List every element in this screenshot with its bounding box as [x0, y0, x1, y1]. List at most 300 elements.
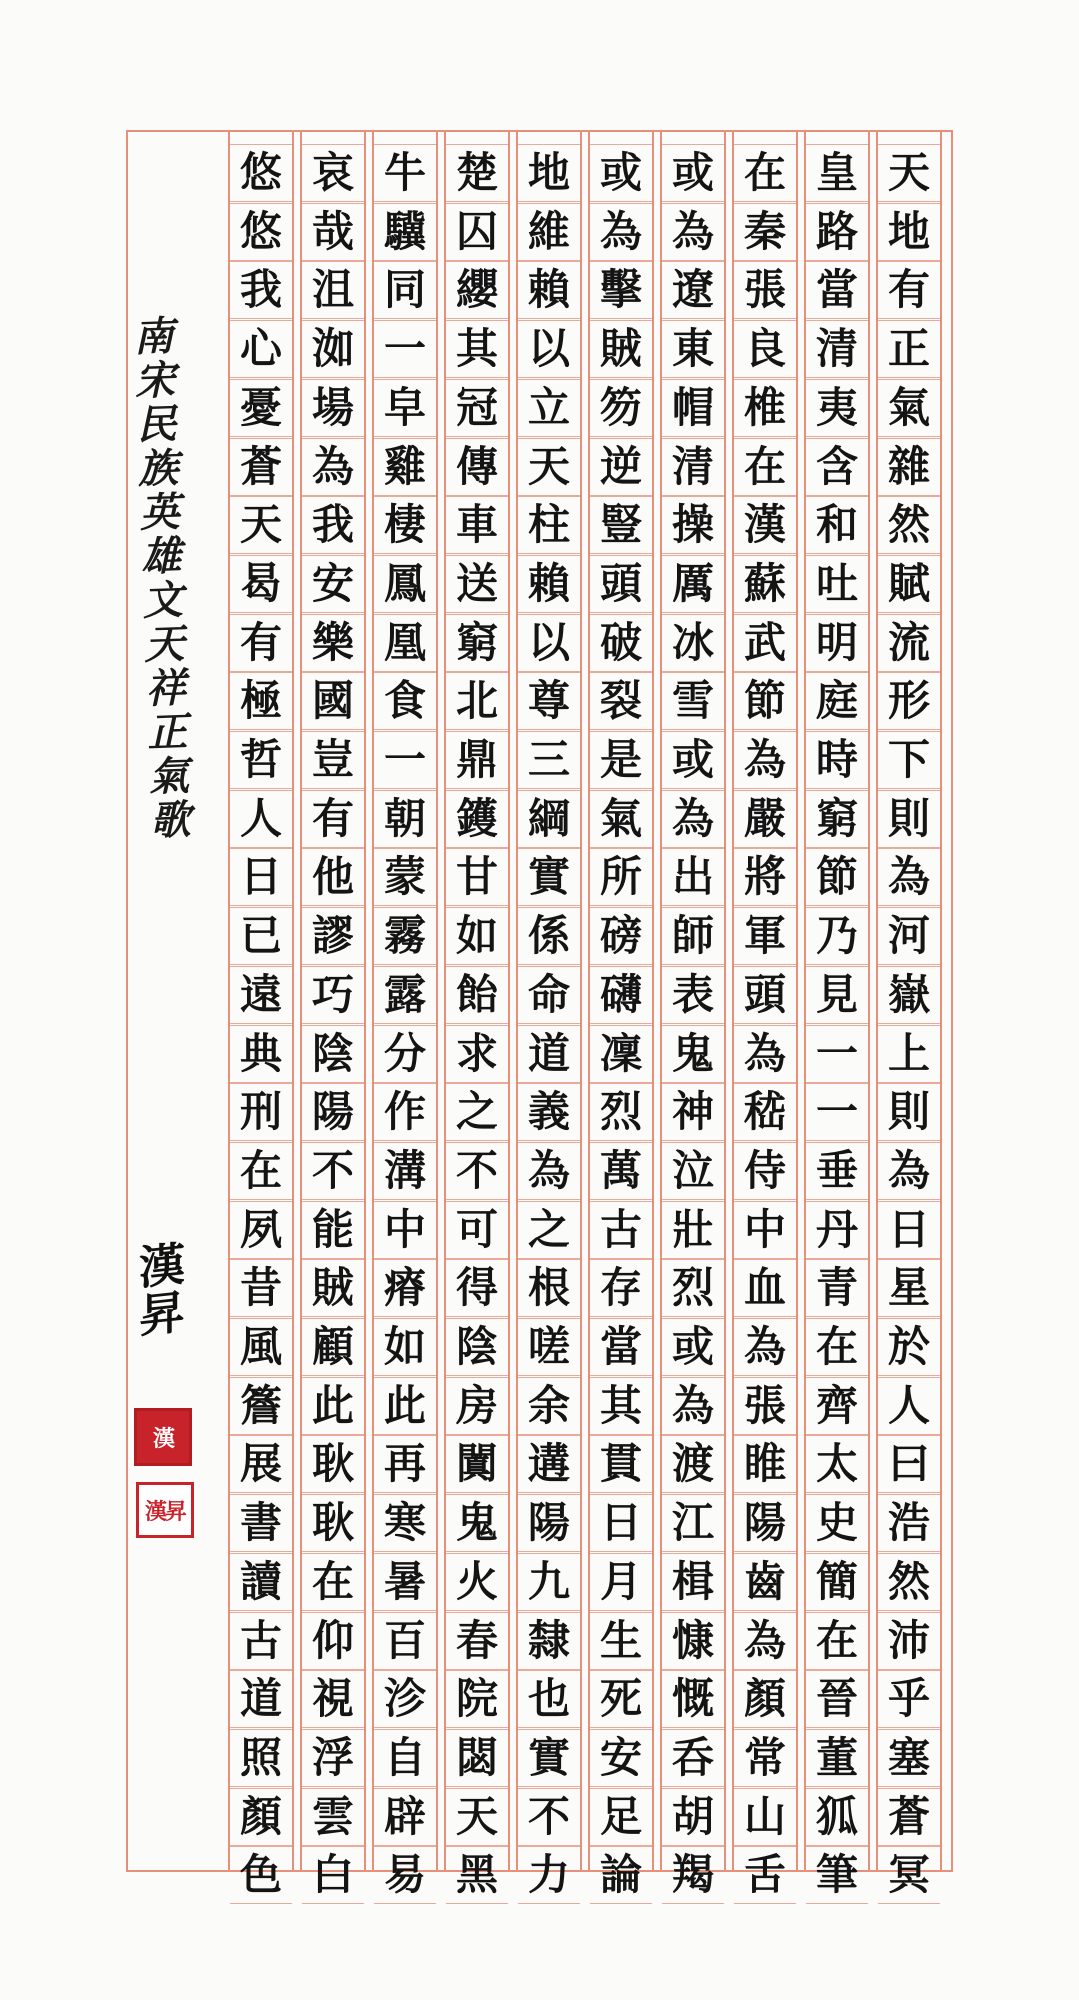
- character-cell: 皁: [374, 379, 436, 437]
- character-cell: 賊: [302, 1259, 364, 1317]
- red-seal-stamp: [134, 1408, 192, 1466]
- character-cell: 蘇: [734, 555, 796, 613]
- character-cell: 笏: [590, 379, 652, 437]
- character-cell: 星: [878, 1259, 940, 1317]
- character-cell: 道: [230, 1670, 292, 1728]
- character-cell: 三: [518, 731, 580, 789]
- character-cell: 得: [446, 1259, 508, 1317]
- character-cell: 表: [662, 966, 724, 1024]
- character-cell: 齊: [806, 1377, 868, 1435]
- character-cell: 不: [302, 1142, 364, 1200]
- character-cell: 書: [230, 1494, 292, 1552]
- character-cell: 一: [806, 1025, 868, 1083]
- character-cell: 春: [446, 1612, 508, 1670]
- character-cell: 生: [590, 1612, 652, 1670]
- character-cell: 暑: [374, 1553, 436, 1611]
- character-cell: 綱: [518, 790, 580, 848]
- character-cell: 天: [230, 496, 292, 554]
- character-cell: 常: [734, 1729, 796, 1787]
- character-cell: 神: [662, 1083, 724, 1141]
- character-cell: 展: [230, 1435, 292, 1493]
- character-cell: 刑: [230, 1083, 292, 1141]
- character-cell: 舌: [734, 1846, 796, 1904]
- character-cell: 北: [446, 672, 508, 730]
- character-cell: 為: [878, 1142, 940, 1200]
- character-cell: 風: [230, 1318, 292, 1376]
- character-cell: 在: [230, 1142, 292, 1200]
- character-cell: 沮: [302, 261, 364, 319]
- character-cell: 昔: [230, 1259, 292, 1317]
- character-cell: 東: [662, 320, 724, 378]
- character-cell: 巧: [302, 966, 364, 1024]
- character-cell: 雪: [662, 672, 724, 730]
- character-cell: 日: [230, 848, 292, 906]
- character-cell: 豎: [590, 496, 652, 554]
- character-cell: 人: [230, 790, 292, 848]
- poem-column: [228, 130, 294, 1900]
- character-cell: 簷: [230, 1377, 292, 1435]
- character-cell: 豈: [302, 731, 364, 789]
- character-cell: 泣: [662, 1142, 724, 1200]
- character-cell: 含: [806, 438, 868, 496]
- character-cell: 不: [446, 1142, 508, 1200]
- character-cell: 冠: [446, 379, 508, 437]
- character-cell: 形: [878, 672, 940, 730]
- character-cell: 謬: [302, 907, 364, 965]
- inscription-char: 歌: [149, 796, 192, 845]
- character-cell: 纓: [446, 261, 508, 319]
- character-cell: 遼: [662, 261, 724, 319]
- character-cell: 論: [590, 1846, 652, 1904]
- character-cell: 賊: [590, 320, 652, 378]
- character-cell: 九: [518, 1553, 580, 1611]
- poem-column: [804, 130, 870, 1900]
- poem-column: [588, 130, 654, 1900]
- character-cell: 他: [302, 848, 364, 906]
- character-cell: 塞: [878, 1729, 940, 1787]
- character-cell: 有: [302, 790, 364, 848]
- character-cell: 史: [806, 1494, 868, 1552]
- character-cell: 悠: [230, 203, 292, 261]
- character-cell: 慨: [662, 1670, 724, 1728]
- character-cell: 流: [878, 614, 940, 672]
- name-seal-stamp: [136, 1482, 194, 1538]
- character-cell: 國: [302, 672, 364, 730]
- character-cell: 丹: [806, 1201, 868, 1259]
- inscription-char: 族: [137, 444, 179, 493]
- character-cell: 武: [734, 614, 796, 672]
- inscription-char: 南: [132, 312, 175, 361]
- character-cell: 鼎: [446, 731, 508, 789]
- poem-column: [660, 130, 726, 1900]
- character-cell: 烈: [590, 1083, 652, 1141]
- character-cell: 或: [662, 731, 724, 789]
- character-cell: 能: [302, 1201, 364, 1259]
- character-cell: 陽: [302, 1083, 364, 1141]
- character-cell: 鑊: [446, 790, 508, 848]
- character-cell: 作: [374, 1083, 436, 1141]
- character-cell: 雞: [374, 438, 436, 496]
- character-cell: 心: [230, 320, 292, 378]
- poem-column: [516, 130, 582, 1900]
- character-cell: 閟: [446, 1729, 508, 1787]
- character-cell: 為: [878, 848, 940, 906]
- character-cell: 朝: [374, 790, 436, 848]
- character-cell: 再: [374, 1435, 436, 1493]
- character-cell: 然: [878, 1553, 940, 1611]
- character-cell: 棲: [374, 496, 436, 554]
- character-cell: 如: [446, 907, 508, 965]
- character-cell: 垂: [806, 1142, 868, 1200]
- character-cell: 將: [734, 848, 796, 906]
- character-cell: 為: [662, 1377, 724, 1435]
- character-cell: 火: [446, 1553, 508, 1611]
- character-cell: 求: [446, 1025, 508, 1083]
- character-cell: 在: [806, 1318, 868, 1376]
- character-cell: 路: [806, 203, 868, 261]
- character-cell: 人: [878, 1377, 940, 1435]
- character-cell: 有: [230, 614, 292, 672]
- character-cell: 蒙: [374, 848, 436, 906]
- inscription-char: 雄: [140, 532, 183, 581]
- character-cell: 狐: [806, 1788, 868, 1846]
- character-cell: 極: [230, 672, 292, 730]
- character-cell: 渡: [662, 1435, 724, 1493]
- character-cell: 夷: [806, 379, 868, 437]
- character-cell: 或: [662, 144, 724, 202]
- character-cell: 乃: [806, 907, 868, 965]
- character-cell: 露: [374, 966, 436, 1024]
- character-cell: 血: [734, 1259, 796, 1317]
- inscription-char: 氣: [148, 752, 190, 801]
- character-cell: 存: [590, 1259, 652, 1317]
- inscription-char: 正: [146, 708, 189, 757]
- character-cell: 甘: [446, 848, 508, 906]
- character-cell: 當: [590, 1318, 652, 1376]
- character-cell: 陽: [518, 1494, 580, 1552]
- character-cell: 安: [302, 555, 364, 613]
- character-cell: 驥: [374, 203, 436, 261]
- character-cell: 嚴: [734, 790, 796, 848]
- poem-column: [300, 130, 366, 1900]
- character-cell: 磅: [590, 907, 652, 965]
- poem-column: [876, 130, 942, 1900]
- character-cell: 正: [878, 320, 940, 378]
- character-cell: 浩: [878, 1494, 940, 1552]
- character-cell: 筆: [806, 1846, 868, 1904]
- character-cell: 闐: [446, 1435, 508, 1493]
- character-cell: 凰: [374, 614, 436, 672]
- character-cell: 樂: [302, 614, 364, 672]
- character-cell: 隸: [518, 1612, 580, 1670]
- character-cell: 侍: [734, 1142, 796, 1200]
- character-cell: 賦: [878, 555, 940, 613]
- character-cell: 窮: [806, 790, 868, 848]
- character-cell: 顏: [734, 1670, 796, 1728]
- character-cell: 厲: [662, 555, 724, 613]
- character-cell: 烈: [662, 1259, 724, 1317]
- character-cell: 秦: [734, 203, 796, 261]
- character-cell: 然: [878, 496, 940, 554]
- character-cell: 地: [878, 203, 940, 261]
- character-cell: 節: [734, 672, 796, 730]
- signature-char: 漢: [139, 1236, 185, 1296]
- character-cell: 霧: [374, 907, 436, 965]
- character-cell: 之: [518, 1201, 580, 1259]
- character-cell: 分: [374, 1025, 436, 1083]
- character-cell: 雲: [302, 1788, 364, 1846]
- character-cell: 庭: [806, 672, 868, 730]
- character-cell: 中: [734, 1201, 796, 1259]
- character-cell: 余: [518, 1377, 580, 1435]
- character-cell: 院: [446, 1670, 508, 1728]
- character-cell: 悠: [230, 144, 292, 202]
- character-cell: 或: [662, 1318, 724, 1376]
- character-cell: 山: [734, 1788, 796, 1846]
- character-cell: 瘠: [374, 1259, 436, 1317]
- character-cell: 如: [374, 1318, 436, 1376]
- character-cell: 天: [518, 438, 580, 496]
- character-cell: 帽: [662, 379, 724, 437]
- character-cell: 一: [374, 731, 436, 789]
- character-cell: 遘: [518, 1435, 580, 1493]
- character-cell: 義: [518, 1083, 580, 1141]
- character-cell: 顏: [230, 1788, 292, 1846]
- character-cell: 為: [302, 438, 364, 496]
- character-cell: 賴: [518, 261, 580, 319]
- character-cell: 天: [446, 1788, 508, 1846]
- character-cell: 張: [734, 1377, 796, 1435]
- character-cell: 壯: [662, 1201, 724, 1259]
- character-cell: 根: [518, 1259, 580, 1317]
- character-cell: 命: [518, 966, 580, 1024]
- character-cell: 蒼: [878, 1788, 940, 1846]
- character-cell: 慷: [662, 1612, 724, 1670]
- character-cell: 是: [590, 731, 652, 789]
- character-cell: 萬: [590, 1142, 652, 1200]
- character-cell: 此: [374, 1377, 436, 1435]
- character-cell: 地: [518, 144, 580, 202]
- character-cell: 清: [662, 438, 724, 496]
- artist-signature: [134, 1236, 190, 1395]
- character-cell: 視: [302, 1670, 364, 1728]
- character-cell: 古: [590, 1201, 652, 1259]
- character-cell: 其: [590, 1377, 652, 1435]
- character-cell: 冰: [662, 614, 724, 672]
- character-cell: 椎: [734, 379, 796, 437]
- character-cell: 時: [806, 731, 868, 789]
- character-cell: 洳: [302, 320, 364, 378]
- character-cell: 擊: [590, 261, 652, 319]
- character-cell: 凜: [590, 1025, 652, 1083]
- character-cell: 頭: [590, 555, 652, 613]
- character-cell: 嗟: [518, 1318, 580, 1376]
- character-cell: 百: [374, 1612, 436, 1670]
- character-cell: 辟: [374, 1788, 436, 1846]
- character-cell: 軍: [734, 907, 796, 965]
- character-cell: 為: [734, 731, 796, 789]
- character-cell: 簡: [806, 1553, 868, 1611]
- character-cell: 所: [590, 848, 652, 906]
- character-cell: 董: [806, 1729, 868, 1787]
- character-cell: 飴: [446, 966, 508, 1024]
- character-cell: 鬼: [446, 1494, 508, 1552]
- character-cell: 安: [590, 1729, 652, 1787]
- character-cell: 胡: [662, 1788, 724, 1846]
- character-cell: 沴: [374, 1670, 436, 1728]
- character-cell: 則: [878, 1083, 940, 1141]
- character-cell: 易: [374, 1846, 436, 1904]
- character-cell: 為: [662, 203, 724, 261]
- character-cell: 夙: [230, 1201, 292, 1259]
- character-cell: 和: [806, 496, 868, 554]
- character-cell: 我: [230, 261, 292, 319]
- character-cell: 力: [518, 1846, 580, 1904]
- character-cell: 雜: [878, 438, 940, 496]
- character-cell: 氣: [590, 790, 652, 848]
- character-cell: 皇: [806, 144, 868, 202]
- character-cell: 曷: [230, 555, 292, 613]
- poem-column: [372, 130, 438, 1900]
- character-cell: 之: [446, 1083, 508, 1141]
- character-cell: 河: [878, 907, 940, 965]
- character-cell: 蒼: [230, 438, 292, 496]
- character-cell: 江: [662, 1494, 724, 1552]
- character-cell: 破: [590, 614, 652, 672]
- character-cell: 頭: [734, 966, 796, 1024]
- character-cell: 送: [446, 555, 508, 613]
- character-cell: 逆: [590, 438, 652, 496]
- character-cell: 於: [878, 1318, 940, 1376]
- character-cell: 柱: [518, 496, 580, 554]
- character-cell: 足: [590, 1788, 652, 1846]
- character-cell: 嶽: [878, 966, 940, 1024]
- character-cell: 此: [302, 1377, 364, 1435]
- character-cell: 為: [734, 1025, 796, 1083]
- character-cell: 曰: [878, 1435, 940, 1493]
- character-cell: 節: [806, 848, 868, 906]
- character-cell: 車: [446, 496, 508, 554]
- character-cell: 顧: [302, 1318, 364, 1376]
- character-cell: 道: [518, 1025, 580, 1083]
- character-cell: 尊: [518, 672, 580, 730]
- character-cell: 清: [806, 320, 868, 378]
- character-cell: 實: [518, 848, 580, 906]
- inscription-char: 宋: [134, 356, 176, 405]
- signature-char: 昇: [139, 1284, 185, 1344]
- character-cell: 張: [734, 261, 796, 319]
- poem-column: [444, 130, 510, 1900]
- character-cell: 在: [734, 438, 796, 496]
- character-cell: 以: [518, 320, 580, 378]
- character-cell: 實: [518, 1729, 580, 1787]
- character-cell: 一: [374, 320, 436, 378]
- character-cell: 中: [374, 1201, 436, 1259]
- character-cell: 日: [590, 1494, 652, 1552]
- character-cell: 黑: [446, 1846, 508, 1904]
- character-cell: 良: [734, 320, 796, 378]
- character-cell: 以: [518, 614, 580, 672]
- character-cell: 我: [302, 496, 364, 554]
- character-cell: 礴: [590, 966, 652, 1024]
- character-cell: 陰: [302, 1025, 364, 1083]
- character-cell: 為: [518, 1142, 580, 1200]
- poem-column: [732, 130, 798, 1900]
- character-cell: 睢: [734, 1435, 796, 1493]
- character-cell: 吐: [806, 555, 868, 613]
- character-cell: 也: [518, 1670, 580, 1728]
- character-cell: 遠: [230, 966, 292, 1024]
- character-cell: 在: [302, 1553, 364, 1611]
- character-cell: 在: [806, 1612, 868, 1670]
- character-cell: 自: [374, 1729, 436, 1787]
- character-cell: 上: [878, 1025, 940, 1083]
- character-cell: 不: [518, 1788, 580, 1846]
- character-cell: 或: [590, 144, 652, 202]
- character-cell: 日: [878, 1201, 940, 1259]
- character-cell: 楫: [662, 1553, 724, 1611]
- character-cell: 月: [590, 1553, 652, 1611]
- character-cell: 呑: [662, 1729, 724, 1787]
- character-cell: 哉: [302, 203, 364, 261]
- character-cell: 為: [734, 1612, 796, 1670]
- character-cell: 古: [230, 1612, 292, 1670]
- character-cell: 有: [878, 261, 940, 319]
- character-cell: 為: [734, 1318, 796, 1376]
- character-cell: 一: [806, 1083, 868, 1141]
- character-cell: 可: [446, 1201, 508, 1259]
- seal-text: 漢: [152, 1425, 173, 1452]
- character-cell: 已: [230, 907, 292, 965]
- inscription-char: 英: [138, 488, 181, 537]
- character-cell: 溝: [374, 1142, 436, 1200]
- character-cell: 立: [518, 379, 580, 437]
- character-cell: 羯: [662, 1846, 724, 1904]
- character-cell: 牛: [374, 144, 436, 202]
- character-cell: 其: [446, 320, 508, 378]
- character-cell: 漢: [734, 496, 796, 554]
- character-cell: 鳳: [374, 555, 436, 613]
- character-cell: 裂: [590, 672, 652, 730]
- character-cell: 冥: [878, 1846, 940, 1904]
- character-cell: 為: [590, 203, 652, 261]
- character-cell: 乎: [878, 1670, 940, 1728]
- character-cell: 見: [806, 966, 868, 1024]
- character-cell: 鬼: [662, 1025, 724, 1083]
- character-cell: 耿: [302, 1435, 364, 1493]
- character-cell: 師: [662, 907, 724, 965]
- character-cell: 窮: [446, 614, 508, 672]
- character-cell: 仰: [302, 1612, 364, 1670]
- character-cell: 房: [446, 1377, 508, 1435]
- character-cell: 操: [662, 496, 724, 554]
- character-cell: 維: [518, 203, 580, 261]
- character-cell: 齒: [734, 1553, 796, 1611]
- character-cell: 出: [662, 848, 724, 906]
- character-cell: 食: [374, 672, 436, 730]
- character-cell: 照: [230, 1729, 292, 1787]
- character-cell: 色: [230, 1846, 292, 1904]
- character-cell: 嵇: [734, 1083, 796, 1141]
- character-cell: 太: [806, 1435, 868, 1493]
- character-cell: 晉: [806, 1670, 868, 1728]
- character-cell: 則: [878, 790, 940, 848]
- character-cell: 哀: [302, 144, 364, 202]
- character-cell: 楚: [446, 144, 508, 202]
- character-cell: 憂: [230, 379, 292, 437]
- character-cell: 沛: [878, 1612, 940, 1670]
- seal-text: 漢昇: [144, 1498, 185, 1525]
